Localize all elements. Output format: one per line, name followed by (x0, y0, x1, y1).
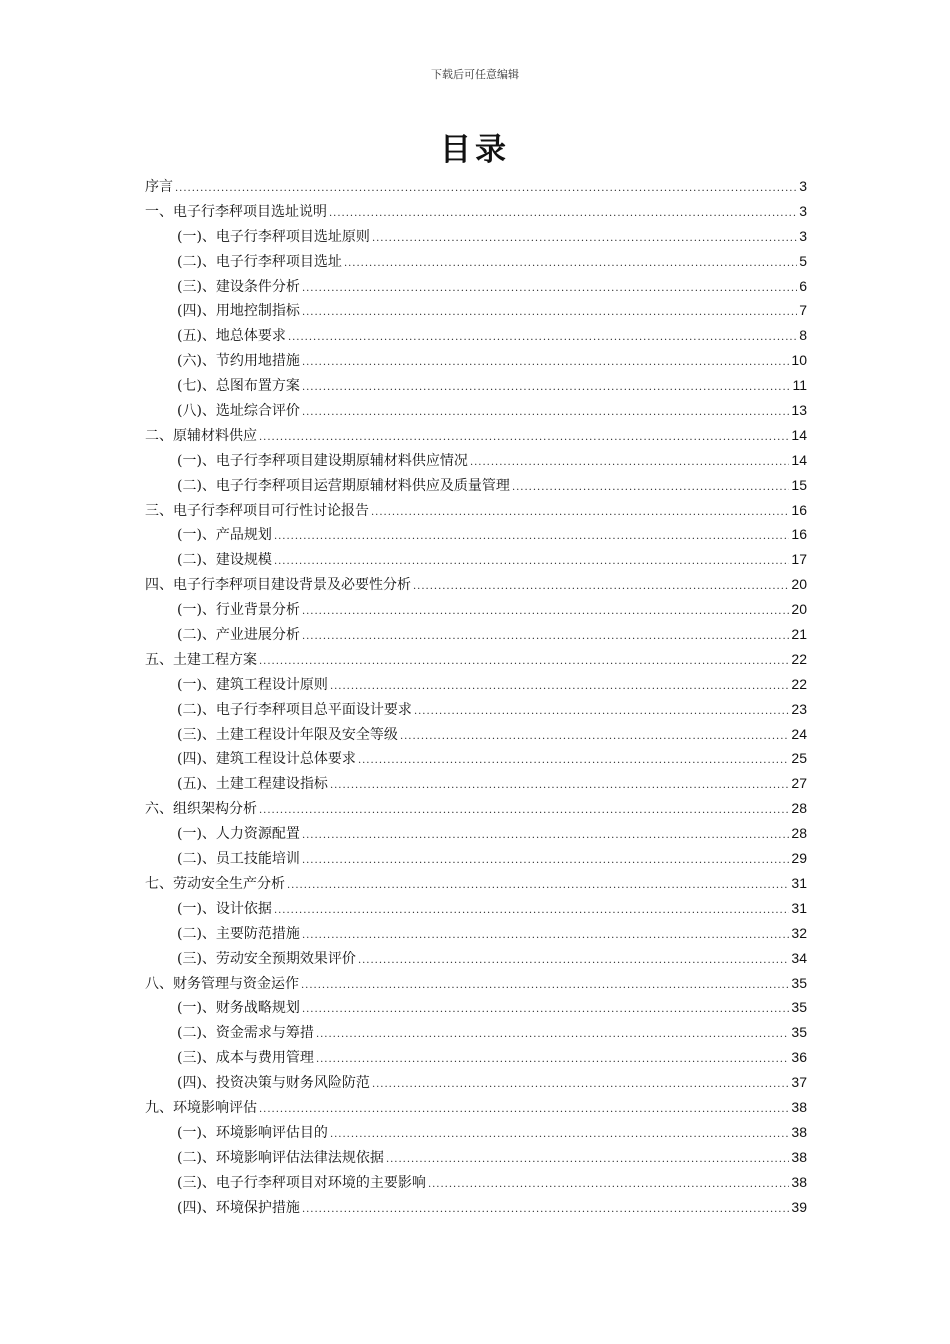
toc-dot-leader (302, 401, 789, 426)
toc-dot-leader (302, 625, 789, 650)
toc-entry[interactable] (145, 1145, 807, 1170)
toc-dot-leader (414, 700, 789, 725)
toc-entry-title: 序言 (145, 179, 173, 195)
toc-entry-title: (一)、产品规划 (177, 527, 272, 544)
toc-entry-page: 13 (791, 402, 807, 419)
toc-entry-page: 36 (791, 1049, 807, 1066)
toc-entry-title: (二)、电子行李秤项目运营期原辅材料供应及质量管理 (177, 477, 510, 494)
toc-entry-page: 3 (799, 202, 807, 219)
toc-entry-page: 34 (791, 949, 807, 966)
toc-entry[interactable] (145, 971, 807, 996)
toc-dot-leader (259, 650, 789, 675)
toc-entry-page: 3 (799, 227, 807, 244)
toc-entry-title: (二)、环境影响评估法律法规依据 (177, 1149, 384, 1166)
page-title: 目录 (440, 132, 510, 168)
toc-entry-title: (一)、财务战略规划 (177, 1000, 300, 1017)
toc-entry[interactable] (145, 622, 807, 647)
toc-entry-title: (二)、建设规模 (177, 552, 272, 569)
toc-dot-leader (274, 899, 789, 924)
toc-entry-page: 14 (791, 426, 807, 443)
toc-dot-leader (358, 949, 789, 974)
toc-entry[interactable] (145, 224, 807, 249)
toc-entry-page: 39 (791, 1198, 807, 1215)
toc-entry-title: (一)、电子行李秤项目选址原则 (177, 228, 370, 245)
toc-entry-title: 八、财务管理与资金运作 (145, 975, 299, 992)
toc-dot-leader (330, 1123, 789, 1148)
toc-dot-leader (316, 1023, 789, 1048)
toc-entry[interactable] (145, 796, 807, 821)
toc-entry[interactable] (145, 1020, 807, 1045)
toc-entry[interactable] (145, 522, 807, 547)
toc-dot-leader (330, 675, 789, 700)
toc-entry-page: 37 (791, 1074, 807, 1091)
toc-entry-page: 32 (791, 924, 807, 941)
toc-entry-page: 20 (791, 576, 807, 593)
toc-entry-title: (二)、电子行李秤项目选址 (177, 253, 342, 270)
toc-entry-title: (四)、环境保护措施 (177, 1199, 300, 1216)
toc-entry-title: (一)、设计依据 (177, 900, 272, 917)
table-of-contents (145, 174, 807, 1219)
toc-entry-page: 14 (791, 451, 807, 468)
toc-entry-page: 28 (791, 800, 807, 817)
toc-entry-title: (三)、土建工程设计年限及安全等级 (177, 726, 398, 743)
toc-entry-page: 7 (799, 302, 807, 319)
toc-entry-title: 三、电子行李秤项目可行性讨论报告 (145, 502, 369, 519)
toc-dot-leader (175, 177, 797, 202)
toc-entry-page: 24 (791, 725, 807, 742)
toc-entry-title: (二)、产业进展分析 (177, 627, 300, 644)
toc-entry[interactable] (145, 249, 807, 274)
toc-entry-title: (四)、投资决策与财务风险防范 (177, 1075, 370, 1092)
toc-entry-page: 6 (799, 277, 807, 294)
toc-entry[interactable] (145, 398, 807, 423)
toc-dot-leader (371, 501, 789, 526)
toc-dot-leader (512, 476, 789, 501)
toc-entry-page: 8 (799, 327, 807, 344)
toc-entry-page: 15 (791, 476, 807, 493)
toc-entry-title: (一)、人力资源配置 (177, 826, 300, 843)
toc-entry-title: (四)、用地控制指标 (177, 303, 300, 320)
toc-entry[interactable] (145, 572, 807, 597)
toc-entry-title: (一)、电子行李秤项目建设期原辅材料供应情况 (177, 452, 468, 469)
toc-entry-page: 31 (791, 874, 807, 891)
toc-entry-page: 3 (799, 178, 807, 194)
toc-dot-leader (274, 525, 789, 550)
toc-entry-page: 20 (791, 601, 807, 618)
toc-entry-title: (一)、行业背景分析 (177, 602, 300, 619)
toc-entry[interactable] (145, 298, 807, 323)
toc-entry-page: 11 (792, 377, 807, 394)
toc-entry-page: 38 (791, 1123, 807, 1140)
toc-dot-leader (259, 1098, 789, 1123)
toc-entry-page: 22 (791, 675, 807, 692)
toc-entry[interactable] (145, 448, 807, 473)
toc-entry[interactable] (145, 274, 807, 299)
toc-entry-title: (二)、主要防范措施 (177, 925, 300, 942)
toc-dot-leader (400, 725, 789, 750)
header-note: 下载后可任意编辑 (431, 68, 519, 81)
toc-dot-leader (428, 1173, 789, 1198)
toc-entry[interactable] (145, 1120, 807, 1145)
toc-dot-leader (302, 849, 789, 874)
toc-dot-leader (470, 451, 789, 476)
toc-entry-title: (四)、建筑工程设计总体要求 (177, 751, 356, 768)
toc-dot-leader (302, 824, 789, 849)
toc-dot-leader (288, 326, 797, 351)
toc-entry[interactable] (145, 771, 807, 796)
toc-dot-leader (259, 426, 789, 451)
toc-dot-leader (302, 998, 789, 1023)
toc-entry-title: (三)、劳动安全预期效果评价 (177, 950, 356, 967)
toc-dot-leader (302, 351, 789, 376)
toc-entry-page: 27 (791, 775, 807, 792)
toc-entry[interactable] (145, 1070, 807, 1095)
toc-entry-title: 二、原辅材料供应 (145, 427, 257, 444)
toc-entry[interactable] (145, 995, 807, 1020)
toc-entry[interactable] (145, 348, 807, 373)
toc-entry[interactable] (145, 647, 807, 672)
toc-entry[interactable] (145, 498, 807, 523)
toc-entry-page: 31 (791, 899, 807, 916)
toc-entry[interactable] (145, 1045, 807, 1070)
toc-entry-page: 22 (791, 650, 807, 667)
toc-entry[interactable] (145, 846, 807, 871)
toc-entry-page: 16 (791, 526, 807, 543)
toc-entry[interactable] (145, 174, 807, 199)
toc-entry[interactable] (145, 896, 807, 921)
toc-entry-page: 38 (791, 1098, 807, 1115)
toc-entry-page: 5 (799, 252, 807, 269)
toc-entry[interactable] (145, 746, 807, 771)
toc-entry-page: 21 (791, 626, 807, 643)
toc-dot-leader (287, 874, 789, 899)
toc-dot-leader (274, 550, 789, 575)
toc-entry[interactable] (145, 946, 807, 971)
toc-entry[interactable] (145, 1170, 807, 1195)
toc-dot-leader (302, 277, 797, 302)
toc-dot-leader (316, 1048, 789, 1073)
toc-entry-title: (三)、成本与费用管理 (177, 1050, 314, 1067)
toc-dot-leader (358, 749, 789, 774)
toc-entry-title: 一、电子行李秤项目选址说明 (145, 203, 327, 220)
toc-entry[interactable] (145, 821, 807, 846)
toc-entry-page: 25 (791, 750, 807, 767)
toc-entry-title: (三)、电子行李秤项目对环境的主要影响 (177, 1174, 426, 1191)
toc-entry[interactable] (145, 697, 807, 722)
toc-dot-leader (372, 227, 797, 252)
toc-entry-page: 29 (791, 850, 807, 867)
toc-entry-page: 35 (791, 974, 807, 991)
toc-dot-leader (372, 1073, 789, 1098)
toc-entry[interactable] (145, 323, 807, 348)
toc-entry-page: 17 (791, 551, 807, 568)
toc-dot-leader (302, 1198, 789, 1223)
toc-entry-page: 16 (791, 501, 807, 518)
toc-entry-page: 35 (791, 1024, 807, 1041)
toc-entry[interactable] (145, 921, 807, 946)
toc-dot-leader (302, 376, 791, 401)
toc-dot-leader (329, 202, 797, 227)
toc-dot-leader (302, 301, 797, 326)
toc-entry-title: (五)、地总体要求 (177, 328, 286, 345)
toc-dot-leader (330, 774, 789, 799)
toc-entry[interactable] (145, 373, 807, 398)
toc-dot-leader (302, 600, 789, 625)
toc-entry-title: (五)、土建工程建设指标 (177, 776, 328, 793)
toc-entry-page: 35 (791, 999, 807, 1016)
toc-entry[interactable] (145, 722, 807, 747)
toc-entry-title: 九、环境影响评估 (145, 1099, 257, 1116)
toc-entry-page: 23 (791, 700, 807, 717)
toc-entry-title: (二)、资金需求与筹措 (177, 1025, 314, 1042)
toc-entry-title: (六)、节约用地措施 (177, 353, 300, 370)
toc-entry[interactable] (145, 597, 807, 622)
toc-dot-leader (302, 924, 789, 949)
toc-entry-title: (七)、总图布置方案 (177, 378, 300, 395)
toc-dot-leader (259, 799, 789, 824)
toc-dot-leader (386, 1148, 789, 1173)
toc-entry[interactable] (145, 1195, 807, 1220)
toc-entry-title: 四、电子行李秤项目建设背景及必要性分析 (145, 577, 411, 594)
toc-entry-title: 七、劳动安全生产分析 (145, 875, 285, 892)
toc-entry[interactable] (145, 1095, 807, 1120)
toc-dot-leader (344, 252, 797, 277)
toc-entry[interactable] (145, 871, 807, 896)
toc-entry-title: (一)、环境影响评估目的 (177, 1124, 328, 1141)
toc-dot-leader (413, 575, 789, 600)
toc-entry[interactable] (145, 423, 807, 448)
toc-entry-title: 五、土建工程方案 (145, 651, 257, 668)
toc-entry[interactable] (145, 473, 807, 498)
toc-entry-title: (八)、选址综合评价 (177, 403, 300, 420)
toc-entry[interactable] (145, 547, 807, 572)
toc-entry-page: 28 (791, 825, 807, 842)
toc-entry[interactable] (145, 672, 807, 697)
toc-entry-page: 10 (791, 352, 807, 369)
toc-entry-title: 六、组织架构分析 (145, 801, 257, 818)
toc-entry-title: (二)、员工技能培训 (177, 851, 300, 868)
toc-entry[interactable] (145, 199, 807, 224)
toc-dot-leader (301, 974, 789, 999)
toc-entry-page: 38 (791, 1173, 807, 1190)
toc-entry-title: (一)、建筑工程设计原则 (177, 676, 328, 693)
toc-entry-page: 38 (791, 1148, 807, 1165)
toc-entry-title: (二)、电子行李秤项目总平面设计要求 (177, 701, 412, 718)
toc-entry-title: (三)、建设条件分析 (177, 278, 300, 295)
